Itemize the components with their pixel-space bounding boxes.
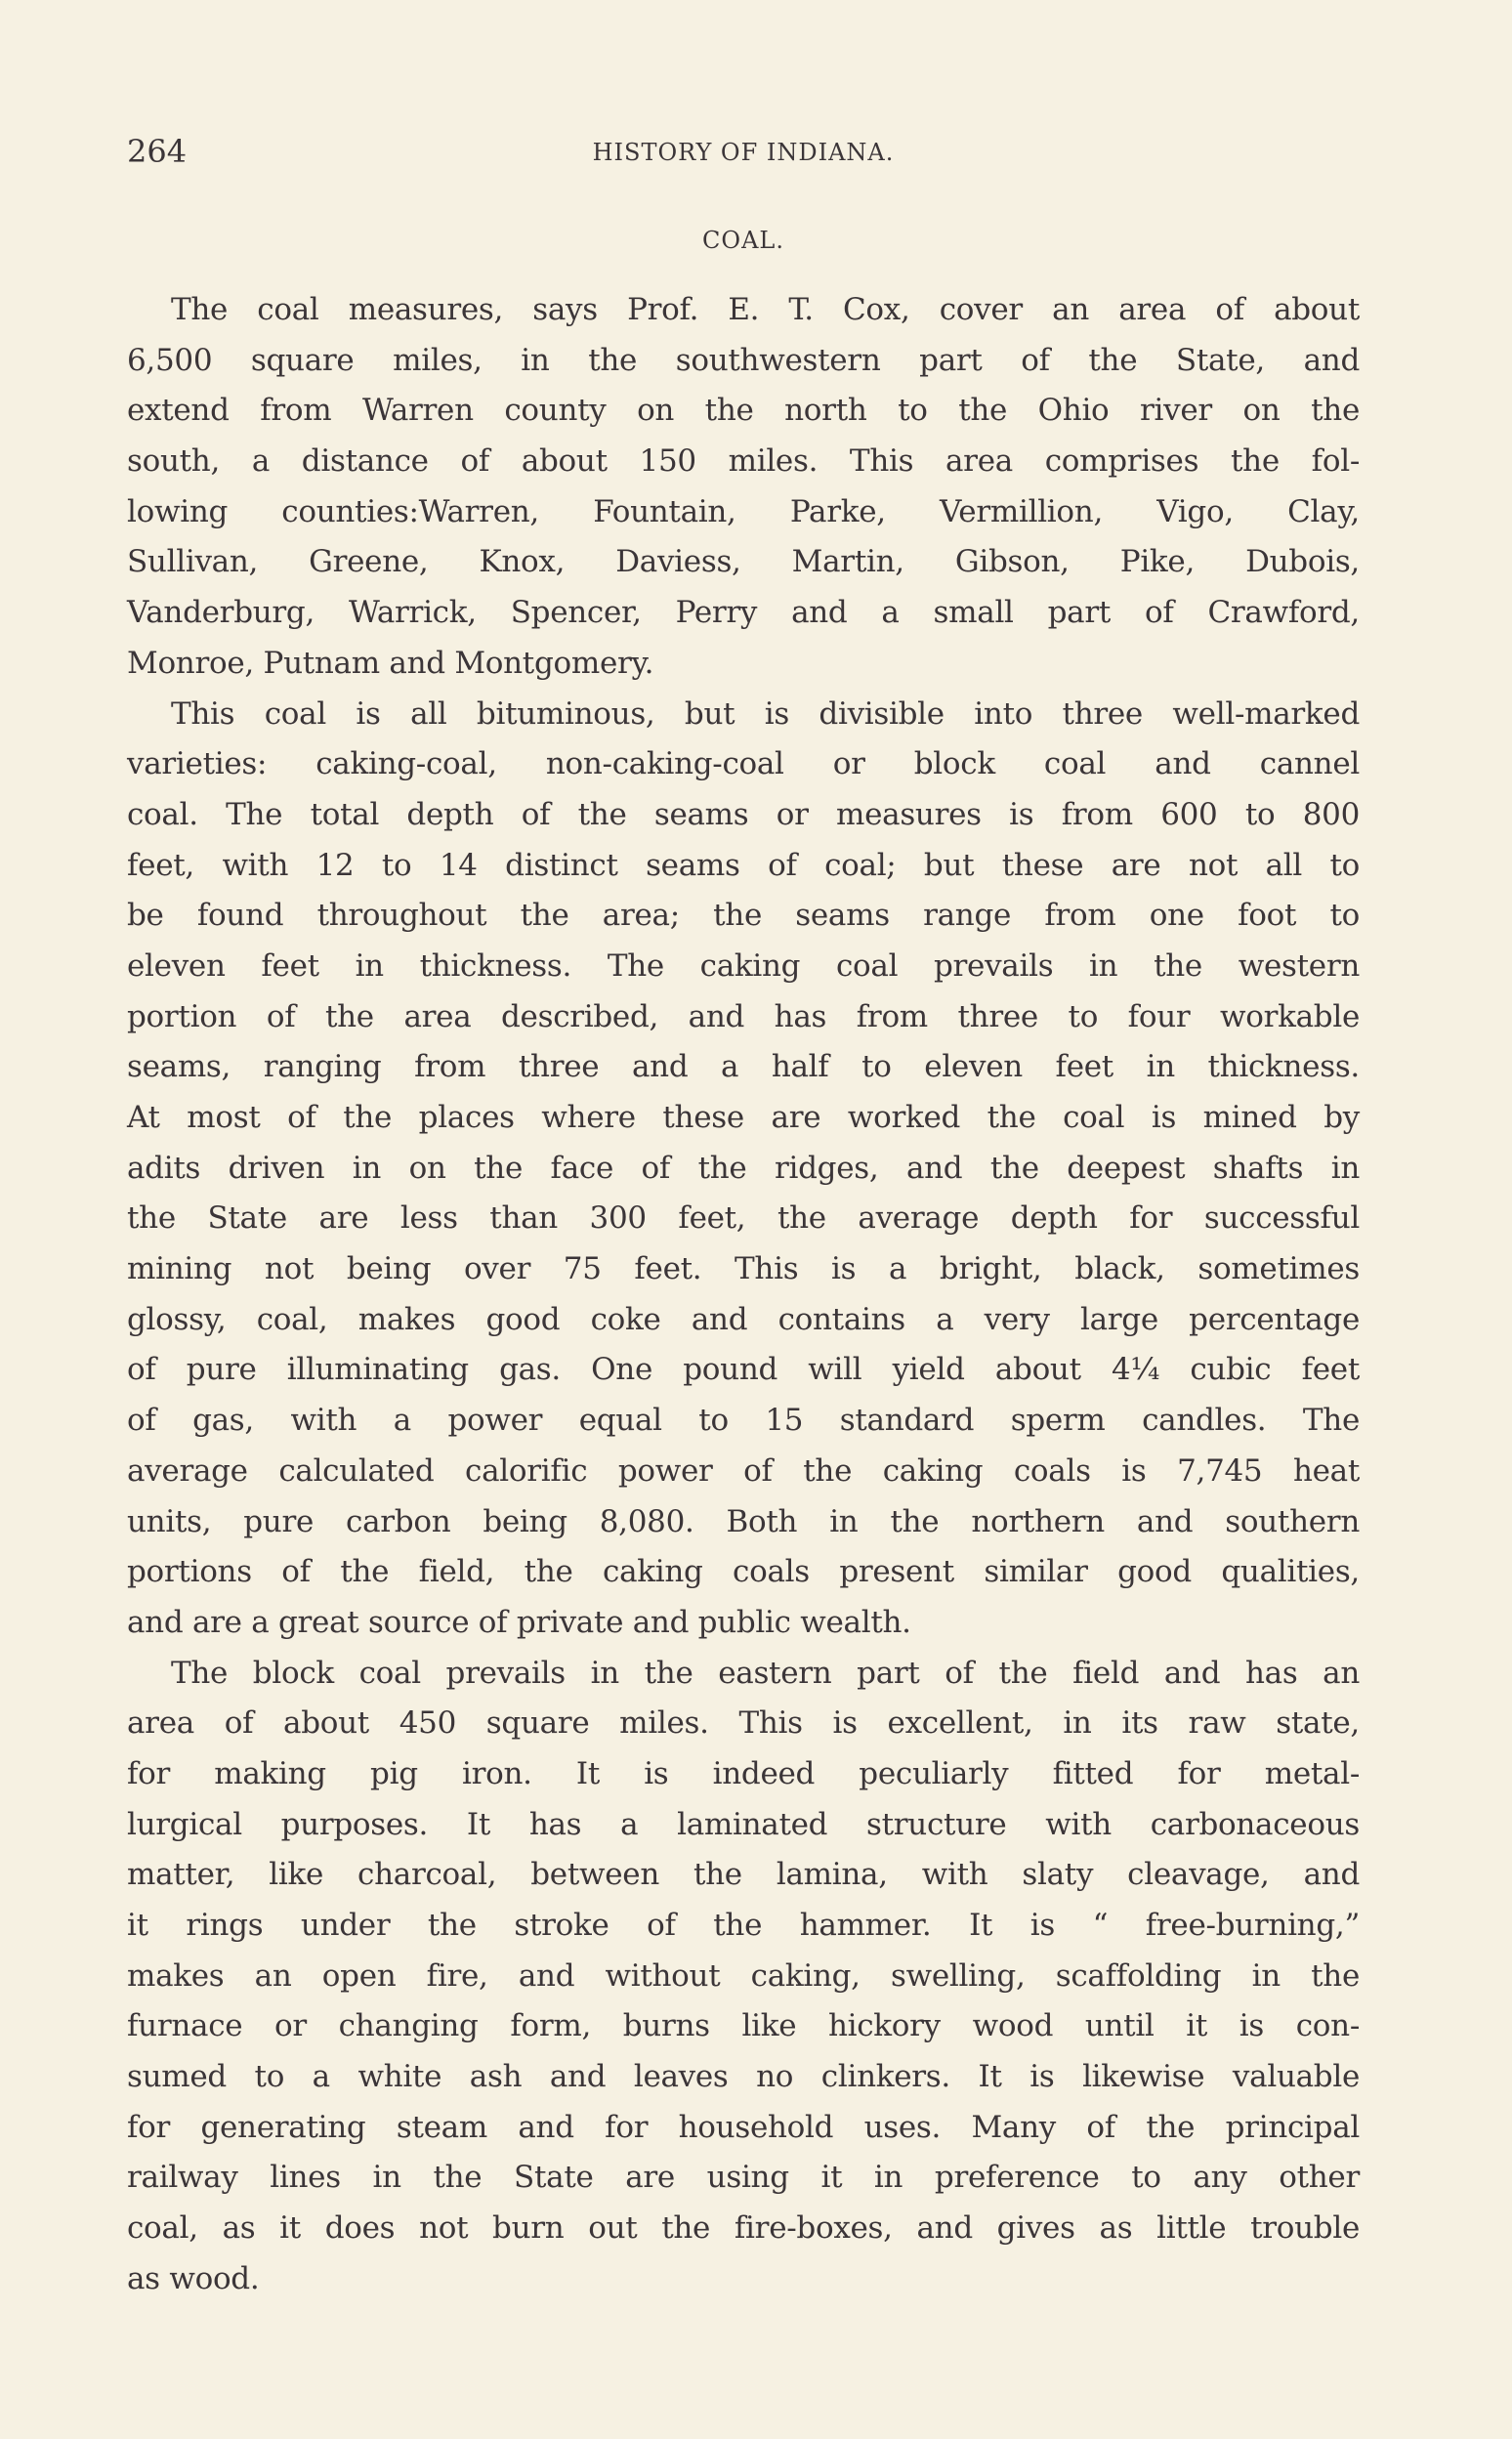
paragraph-3-line: as wood. — [127, 2260, 260, 2296]
paragraph-2-line: be found throughout the area; the seams range from one foot to — [127, 898, 1360, 934]
running-head — [127, 133, 1360, 172]
paragraph-1-line: Monroe, Putnam and Montgomery. — [127, 645, 654, 681]
paragraph-2-line: varieties: caking-coal, non-caking-coal or block coal and cannel — [127, 746, 1360, 782]
paragraph-3-line: sumed to a white ash and leaves no clinkers. It is likewise valuable — [127, 2059, 1360, 2095]
paragraph-2-line: feet, with 12 to 14 distinct seams of coal; but these are not all to — [127, 847, 1360, 883]
paragraph-2-line: of gas, with a power equal to 15 standard sperm candles. The — [127, 1403, 1360, 1439]
section-title: COAL. — [702, 227, 784, 254]
paragraph-2-line: average calculated calorific power of the caking coals is 7,745 heat — [127, 1452, 1360, 1489]
paragraph-2-line: eleven feet in thickness. The caking coal prevails in the western — [127, 947, 1360, 984]
paragraph-2-line: This coal is all bituminous, but is divisible into three well-marked — [171, 695, 1360, 732]
paragraph-1-line: lowing counties:Warren, Fountain, Parke, Vermillion, Vigo, Clay, — [127, 493, 1360, 529]
page-number: 264 — [127, 133, 188, 170]
paragraph-1-line: extend from Warren county on the north to the Ohio river on the — [127, 393, 1360, 429]
paragraph-3-line: coal, as it does not burn out the fire-boxes, and gives as little trouble — [127, 2210, 1360, 2247]
body-text — [127, 285, 1360, 2305]
paragraph-2-line: of pure illuminating gas. One pound will yield about 4¼ cubic feet — [127, 1352, 1360, 1388]
paragraph-3-line: it rings under the stroke of the hammer. It is “ free-burning,” — [127, 1908, 1360, 1943]
paragraph-1-line: Vanderburg, Warrick, Spencer, Perry and a small part of Crawford, — [127, 595, 1360, 631]
paragraph-1-line: Sullivan, Greene, Knox, Daviess, Martin, Gibson, Pike, Dubois, — [127, 544, 1360, 580]
paragraph-3-line: The block coal prevails in the eastern part of the field and has an — [171, 1655, 1360, 1691]
paragraph-2-line: mining not being over 75 feet. This is a bright, black, sometimes — [127, 1251, 1360, 1287]
paragraph-3-line: makes an open fire, and without caking, swelling, scaffolding in the — [127, 1957, 1360, 1994]
paragraph-3-line: matter, like charcoal, between the lamina, with slaty cleavage, and — [127, 1857, 1360, 1893]
paragraph-3-line: railway lines in the State are using it in preference to any other — [127, 2160, 1360, 2196]
paragraph-2-line: portions of the field, the caking coals present similar good qualities, — [127, 1554, 1360, 1590]
paragraph-2-line: the State are less than 300 feet, the average depth for successful — [127, 1200, 1360, 1237]
paragraph-1-line: south, a distance of about 150 miles. This area comprises the fol- — [127, 443, 1360, 480]
paragraph-2-line: glossy, coal, makes good coke and contains a very large percentage — [127, 1301, 1360, 1337]
paragraph-2-line: coal. The total depth of the seams or measures is from 600 to 800 — [127, 796, 1360, 832]
book-title: HISTORY OF INDIANA. — [592, 139, 895, 166]
paragraph-2-line: and are a great source of private and public wealth. — [127, 1604, 911, 1640]
paragraph-2-line: portion of the area described, and has from three to four workable — [127, 998, 1360, 1034]
paragraph-2-line: adits driven in on the face of the ridges, and the deepest shafts in — [127, 1150, 1360, 1186]
paragraph-3-line: furnace or changing form, burns like hickory wood until it is con- — [127, 2008, 1360, 2044]
paragraph-1-line: The coal measures, says Prof. E. T. Cox, cover an area of about — [171, 292, 1360, 327]
paragraph-3-line: lurgical purposes. It has a laminated structure with carbonaceous — [127, 1806, 1360, 1842]
paragraph-3-line: for making pig iron. It is indeed peculiarly fitted for metal- — [127, 1755, 1360, 1791]
paragraph-2-line: At most of the places where these are worked the coal is mined by — [127, 1100, 1360, 1135]
paragraph-2-line: units, pure carbon being 8,080. Both in the northern and southern — [127, 1503, 1360, 1539]
paragraph-2-line: seams, ranging from three and a half to eleven feet in thickness. — [127, 1049, 1360, 1085]
paragraph-1-line: 6,500 square miles, in the southwestern part of the State, and — [127, 342, 1360, 378]
paragraph-3-line: for generating steam and for household uses. Many of the principal — [127, 2109, 1360, 2145]
paragraph-3-line: area of about 450 square miles. This is excellent, in its raw state, — [127, 1705, 1360, 1742]
